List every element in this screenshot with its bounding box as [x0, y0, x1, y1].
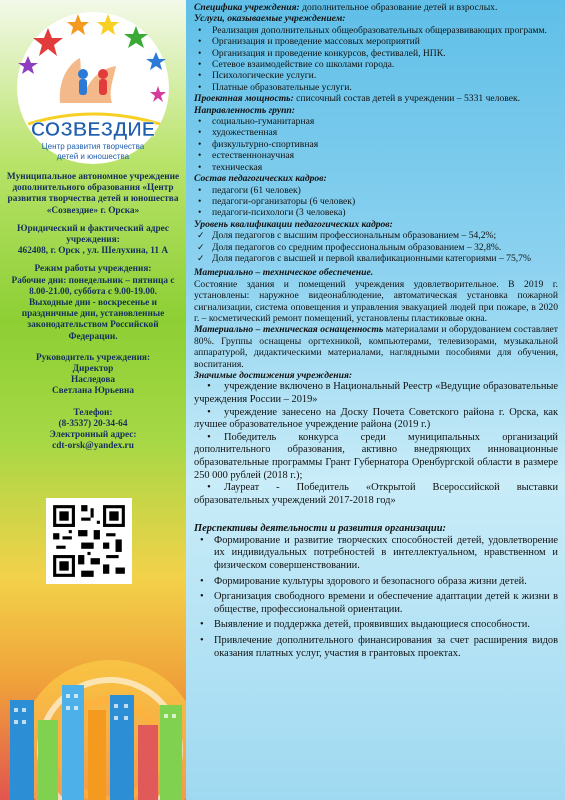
capacity-line	[194, 93, 558, 104]
equipment-paragraph	[194, 324, 558, 370]
list-item: • Формирование культуры здорового и безопасного образа жизни детей.	[194, 576, 558, 589]
list-item: • Выявление и поддержка детей, проявивших выдающиеся способности.	[194, 619, 558, 632]
email-label: Электронный адрес:	[49, 430, 137, 441]
material-heading: Материально – техническое обеспечение.	[194, 267, 374, 279]
perspectives-heading: Перспективы деятельности и развития организации:	[194, 523, 446, 535]
head-label: Руководитель учреждения:	[35, 352, 151, 363]
capacity-value: списочный состав детей в учреждении – 5331 человек.	[296, 93, 521, 105]
list-item: • Привлечение дополнительного финансирования за счет расширения видов оказания платных услуг, участия в грантовых проектах.	[194, 635, 558, 660]
list-item: • художественная	[194, 127, 558, 138]
child-icon	[78, 69, 88, 79]
logo-subtitle: Центр развития творчества	[41, 142, 145, 151]
services-list	[194, 25, 558, 93]
list-item: • педагоги-психологи (3 человека)	[194, 207, 558, 218]
phone-label: Телефон:	[73, 407, 113, 418]
achievement-item: • Победитель конкурса среди муниципальных организаций дополнительного образования, активно внедряющих инновационные образовательные программы Грант Губернатора Оренбургской области в размере 250 000 рублей (2018 г.);	[194, 431, 558, 481]
contact-info	[6, 172, 180, 459]
main-content	[194, 2, 558, 663]
specifics-line	[194, 2, 558, 13]
org-name: Муниципальное автономное учреждение дополнительного образования «Центр развития творчества детей и юношества «Созвездие» г. Орска»	[6, 172, 180, 216]
staff-list	[194, 185, 558, 219]
list-item: • Платные образовательные услуги.	[194, 82, 558, 93]
specifics-value: дополнительное образование детей и взрослых.	[302, 2, 498, 13]
equipment-text: материалами и оборудованием составляет 80%. Группы оснащены оргтехникой, компьютерами, телевизорами, музыкальной аппаратурой, дидактическими материалами, наглядными пособиями для обучения, воспитания.	[194, 324, 558, 370]
list-item: ✓ Доля педагогов со средним профессиональным образованием – 32,8%.	[194, 242, 558, 253]
list-item: • Организация и проведение конкурсов, фестивалей, НПК.	[194, 48, 558, 59]
services-heading: Услуги, оказываемые учреждением:	[194, 13, 346, 25]
hours-label: Режим работы учреждения:	[34, 264, 152, 275]
directions-heading: Направленность групп:	[194, 104, 295, 116]
list-item: • Реализация дополнительных общеобразовательных общеразвивающих программ.	[194, 25, 558, 36]
achievement-item: • учреждение включено в Национальный Реестр «Ведущие образовательные учреждения России – 2019»	[194, 381, 558, 405]
list-item: • педагоги (61 человек)	[194, 185, 558, 196]
material-text: Состояние здания и помещений учреждения удовлетворительное. В 2019 г. установлены: наружное видеонаблюдение, автоматическая установка пожарной сигнализации, система оповещения и управления эвакуацией людей при пожаре, в 2020 г. – косметический ремонт помещений, установлены пластиковые окна.	[194, 278, 558, 324]
equipment-label: Материально – техническая оснащенность	[194, 324, 384, 336]
head-surname: Наследова	[70, 375, 115, 386]
email-link[interactable]: cdt-orsk@yandex.ru	[52, 441, 134, 452]
list-item: ✓ Доля педагогов с высшей и первой квалификационными категориями – 75,7%	[194, 253, 558, 264]
list-item: • Формирование и развитие творческих способностей детей, удовлетворение их индивидуальных потребностей в интеллектуальном, нравственном и физическом совершенствовании.	[194, 535, 558, 573]
achievements-heading: Значимые достижения учреждения:	[194, 370, 353, 381]
logo-subtitle: детей и юношества	[56, 152, 130, 161]
child-icon	[98, 69, 108, 79]
specifics-label: Специфика учреждения:	[194, 2, 300, 13]
phone-block	[6, 408, 180, 453]
head-block	[6, 353, 180, 398]
weekends: Выходные дни - воскресенье и праздничные дни, установленные законодательством Российской Федерации.	[21, 298, 165, 342]
address-block	[6, 224, 180, 258]
hours-block	[6, 264, 180, 342]
perspectives-list	[194, 535, 558, 660]
head-name: Светлана Юрьевна	[51, 386, 135, 397]
logo	[8, 8, 178, 168]
left-panel	[0, 0, 186, 800]
list-item: • естественнонаучная	[194, 150, 558, 161]
city-illustration	[0, 600, 186, 800]
list-item: • педагоги-организаторы (6 человек)	[194, 196, 558, 207]
logo-title: СОЗВЕЗДИЕ	[30, 119, 156, 141]
qualification-list	[194, 230, 558, 264]
achievements-list	[194, 381, 558, 507]
list-item: • физкультурно-спортивная	[194, 139, 558, 150]
hours: Рабочие дни: понедельник – пятница с 8.00-21.00, суббота с 9.00-19.00.	[11, 275, 175, 297]
achievement-item: • учреждение занесено на Доску Почета Советского района г. Орска, как лучшее образовательное учреждение района (2019 г.)	[194, 406, 558, 431]
qualification-heading: Уровень квалификации педагогических кадров:	[194, 218, 393, 230]
list-item: • Организация и проведение массовых мероприятий	[194, 36, 558, 47]
directions-list	[194, 116, 558, 173]
list-item: • социально-гуманитарная	[194, 116, 558, 127]
address-label: Юридический и фактический адрес учреждения:	[17, 223, 169, 246]
staff-heading: Состав педагогических кадров:	[194, 173, 327, 185]
address: 462408, г. Орск , ул. Шелухина, 11 А	[17, 246, 169, 257]
list-item: • техническая	[194, 162, 558, 173]
list-item: • Организация свободного времени и обеспечение адаптации детей к жизни в обществе, профессиональной ориентации.	[194, 591, 558, 616]
head-position: Директор	[72, 364, 114, 375]
achievement-item: • Лауреат - Победитель «Открытой Всероссийской выставки образовательных учреждений 2017-2018 год»	[194, 482, 558, 506]
list-item: • Психологические услуги.	[194, 70, 558, 81]
list-item: • Сетевое взаимодействие со школами города.	[194, 59, 558, 70]
list-item: ✓ Доля педагогов с высшим профессиональным образованием – 54,2%;	[194, 230, 558, 241]
phone: (8-3537) 20-34-64	[58, 418, 128, 429]
capacity-label: Проектная мощность:	[194, 93, 294, 105]
qr-code[interactable]	[46, 498, 132, 584]
